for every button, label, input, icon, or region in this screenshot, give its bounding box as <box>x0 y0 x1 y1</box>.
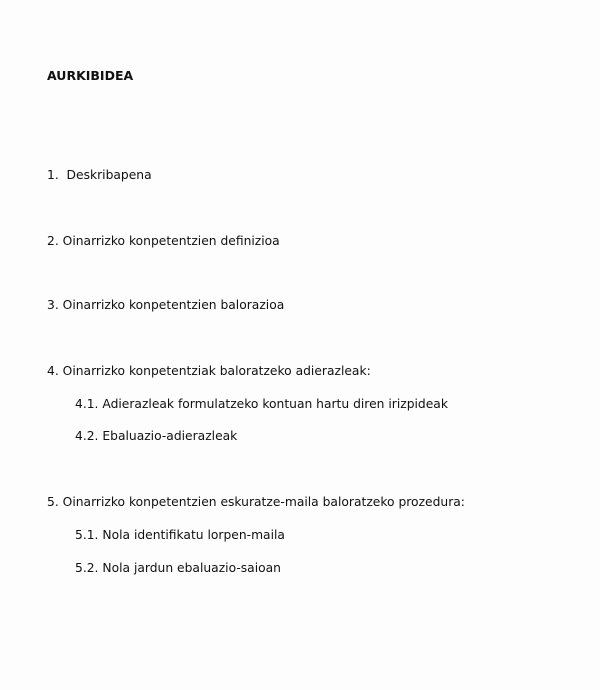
toc-item-5-1[interactable]: 5.1. Nola identifikatu lorpen-maila <box>75 528 285 542</box>
toc-item-4[interactable]: 4. Oinarrizko konpetentziak baloratzeko adierazleak: <box>47 364 371 378</box>
toc-item-4-1[interactable]: 4.1. Adierazleak formulatzeko kontuan hartu diren irizpideak <box>75 397 448 411</box>
toc-item-4-2[interactable]: 4.2. Ebaluazio-adierazleak <box>75 429 238 443</box>
toc-item-1[interactable]: 1. Deskribapena <box>47 168 152 182</box>
toc-item-3[interactable]: 3. Oinarrizko konpetentzien balorazioa <box>47 298 285 312</box>
toc-item-5-2[interactable]: 5.2. Nola jardun ebaluazio-saioan <box>75 561 281 575</box>
toc-item-2[interactable]: 2. Oinarrizko konpetentzien definizioa <box>47 234 280 248</box>
toc-item-5[interactable]: 5. Oinarrizko konpetentzien eskuratze-maila baloratzeko prozedura: <box>47 495 465 509</box>
toc-title: AURKIBIDEA <box>47 68 134 83</box>
